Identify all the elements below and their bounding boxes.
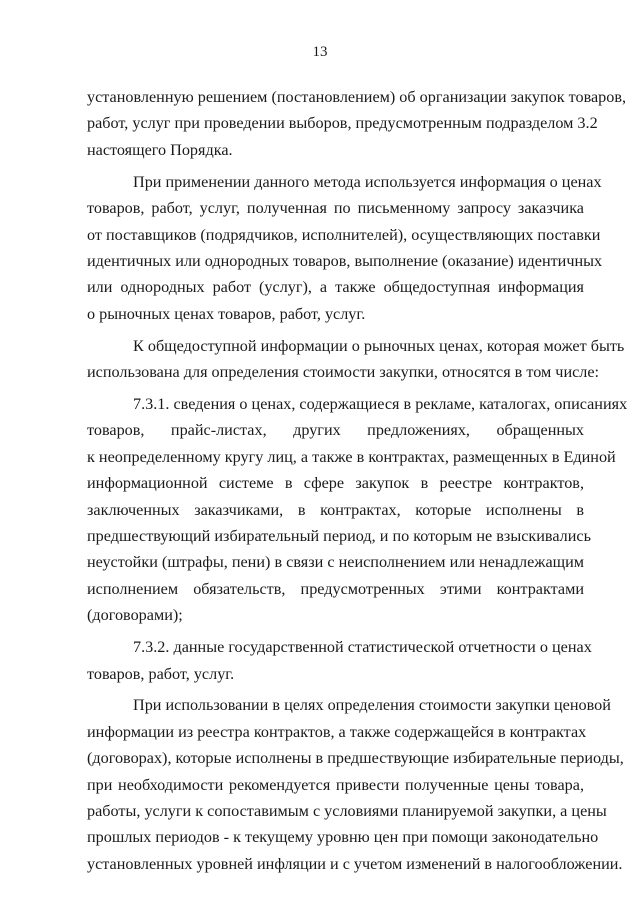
paragraph [87, 634, 592, 687]
text-line: или однородных работ (услуг), а также общедоступная информация [87, 278, 584, 297]
text-line: заключенных заказчиками, в контрактах, которые исполнены в [87, 500, 584, 519]
paragraph [87, 333, 625, 386]
text-line: установленную решением (постановлением) об организации закупок товаров, [87, 88, 627, 106]
text-line: идентичных или однородных товаров, выполнение (оказание) идентичных [87, 251, 603, 270]
text-line: использована для определения стоимости закупки, относятся в том числе: [87, 363, 600, 382]
text-line: к неопределенному кругу лиц, а также в контрактах, размещенных в Единой [87, 447, 616, 466]
text-line: неустойки (штрафы, пени) в связи с неисполнением или ненадлежащим [87, 553, 584, 572]
paragraph [87, 692, 624, 877]
text-line: предшествующий избирательный период, и по которым не взыскивались [87, 527, 591, 545]
text-line: 7.3.1. сведения о ценах, содержащиеся в рекламе, каталогах, описаниях [133, 394, 628, 413]
text-line: 7.3.2. данные государственной статистической отчетности о ценах [133, 638, 592, 657]
text-line: К общедоступной информации о рыночных ценах, которая может быть [133, 336, 625, 355]
text-line: При использовании в целях определения стоимости закупки ценовой [133, 696, 611, 715]
text-line: товаров, прайс-листах, других предложениях, обращенных [87, 421, 584, 440]
text-line: установленных уровней инфляции и с учетом изменений в налогообложении. [87, 854, 623, 873]
text-line: работ, услуг при проведении выборов, предусмотренным подразделом 3.2 [87, 114, 598, 133]
text-line: работы, услуги к сопоставимым с условиями планируемой закупки, а цены [87, 802, 607, 821]
text-line: товаров, работ, услуг. [87, 664, 235, 683]
text-line: (договорах), которые исполнены в предшествующие избирательные периоды, [87, 749, 624, 768]
text-line: информационной системе в сфере закупок в реестре контрактов, [87, 474, 584, 493]
text-line: информации из реестра контрактов, а также содержащейся в контрактах [87, 722, 587, 741]
text-line: от поставщиков (подрядчиков, исполнителей), осуществляющих поставки [87, 225, 601, 244]
page-number: 13 [312, 44, 328, 60]
paragraph [87, 169, 603, 327]
paragraph [87, 84, 627, 163]
text-line: товаров, работ, услуг, полученная по письменному запросу заказчика [87, 199, 584, 218]
text-line: При применении данного метода используется информация о ценах [133, 172, 602, 191]
text-line: настоящего Порядка. [87, 140, 233, 159]
text-line: исполнением обязательств, предусмотренных этими контрактами [87, 579, 584, 598]
text-line: (договорами); [87, 606, 183, 625]
text-line: о рыночных ценах товаров, работ, услуг. [87, 304, 366, 323]
text-line: при необходимости рекомендуется привести полученные цены товара, [87, 775, 584, 794]
text-line: прошлых периодов - к текущему уровню цен при помощи законодательно [87, 828, 599, 847]
document-body [87, 84, 628, 883]
paragraph [87, 391, 628, 629]
